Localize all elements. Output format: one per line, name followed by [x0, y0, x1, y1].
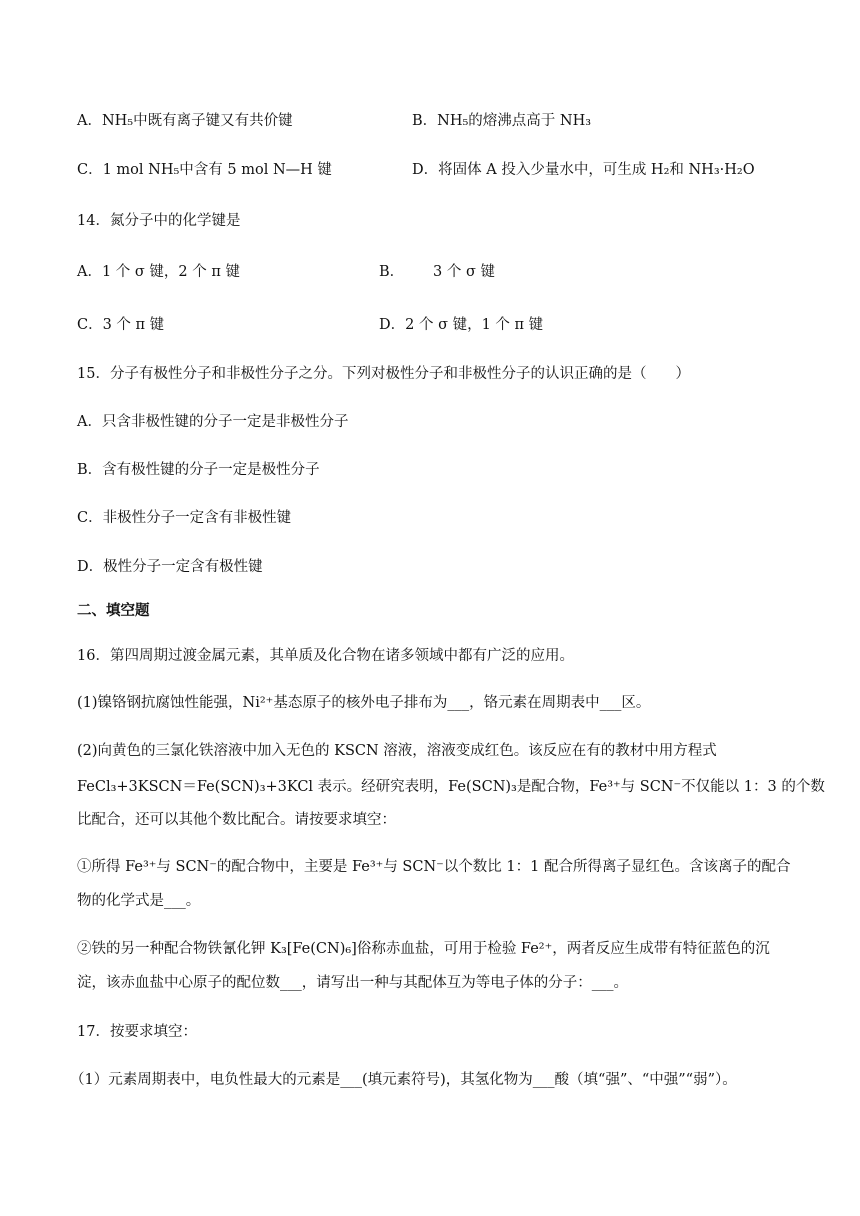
q13-option-a: A．NH₅中既有离子键又有共价键	[77, 113, 293, 129]
q16-part2-line2: FeCl₃+3KSCN＝Fe(SCN)₃+3KCl 表示。经研究表明，Fe(SCN)₃是配合物，Fe³⁺与 SCN⁻不仅能以 1：3 的个数	[77, 779, 825, 795]
q16-part4-line2: 淀，该赤血盐中心原子的配位数___，请写出一种与其配体互为等电子体的分子：___。	[77, 975, 628, 991]
q15-option-a: A．只含非极性键的分子一定是非极性分子	[77, 414, 349, 430]
q16-part4-line1: ②铁的另一种配合物铁氰化钾 K₃[Fe(CN)₆]俗称赤血盐，可用于检验 Fe²⁺，两者反应生成带有特征蓝色的沉	[77, 941, 770, 957]
q14-option-c: C．3 个 π 键	[77, 317, 165, 333]
q14-option-b-letter: B．	[379, 264, 405, 280]
q13-option-c: C．1 mol NH₅中含有 5 mol N—H 键	[77, 162, 332, 178]
q14-stem: 14．氮分子中的化学键是	[77, 213, 241, 229]
q15-option-c: C．非极性分子一定含有非极性键	[77, 510, 292, 526]
section-heading: 二、填空题	[77, 603, 150, 619]
q17-part1: （1）元素周期表中，电负性最大的元素是___(填元素符号)，其氢化物为___酸（填“强”、“中强”“弱”）。	[70, 1072, 737, 1088]
q16-part3-line1: ①所得 Fe³⁺与 SCN⁻的配合物中，主要是 Fe³⁺与 SCN⁻以个数比 1：1 配合所得离子显红色。含该离子的配合	[77, 859, 791, 875]
q15-option-d: D．极性分子一定含有极性键	[77, 559, 263, 575]
q15-stem: 15．分子有极性分子和非极性分子之分。下列对极性分子和非极性分子的认识正确的是（ ）	[77, 366, 690, 382]
q16-stem: 16．第四周期过渡金属元素，其单质及化合物在诸多领域中都有广泛的应用。	[77, 648, 574, 664]
q13-option-b: B．NH₅的熔沸点高于 NH₃	[412, 113, 592, 129]
q16-part3-line2: 物的化学式是___。	[77, 893, 201, 909]
q16-part2-line1: (2)向黄色的三氯化铁溶液中加入无色的 KSCN 溶液，溶液变成红色。该反应在有的教材中用方程式	[77, 743, 717, 759]
q14-option-b-text: 3 个 σ 键	[433, 264, 495, 280]
q14-option-a: A．1 个 σ 键，2 个 π 键	[77, 264, 241, 280]
q16-part2-line3: 比配合，还可以其他个数比配合。请按要求填空：	[77, 812, 396, 828]
q14-option-d: D．2 个 σ 键，1 个 π 键	[379, 317, 544, 333]
q15-option-b: B．含有极性键的分子一定是极性分子	[77, 462, 320, 478]
q16-part1: (1)镍铬钢抗腐蚀性能强，Ni²⁺基态原子的核外电子排布为___，铬元素在周期表中___区。	[77, 695, 651, 711]
q13-option-d: D．将固体 A 投入少量水中，可生成 H₂和 NH₃·H₂O	[412, 162, 755, 178]
q17-stem: 17．按要求填空：	[77, 1024, 197, 1040]
